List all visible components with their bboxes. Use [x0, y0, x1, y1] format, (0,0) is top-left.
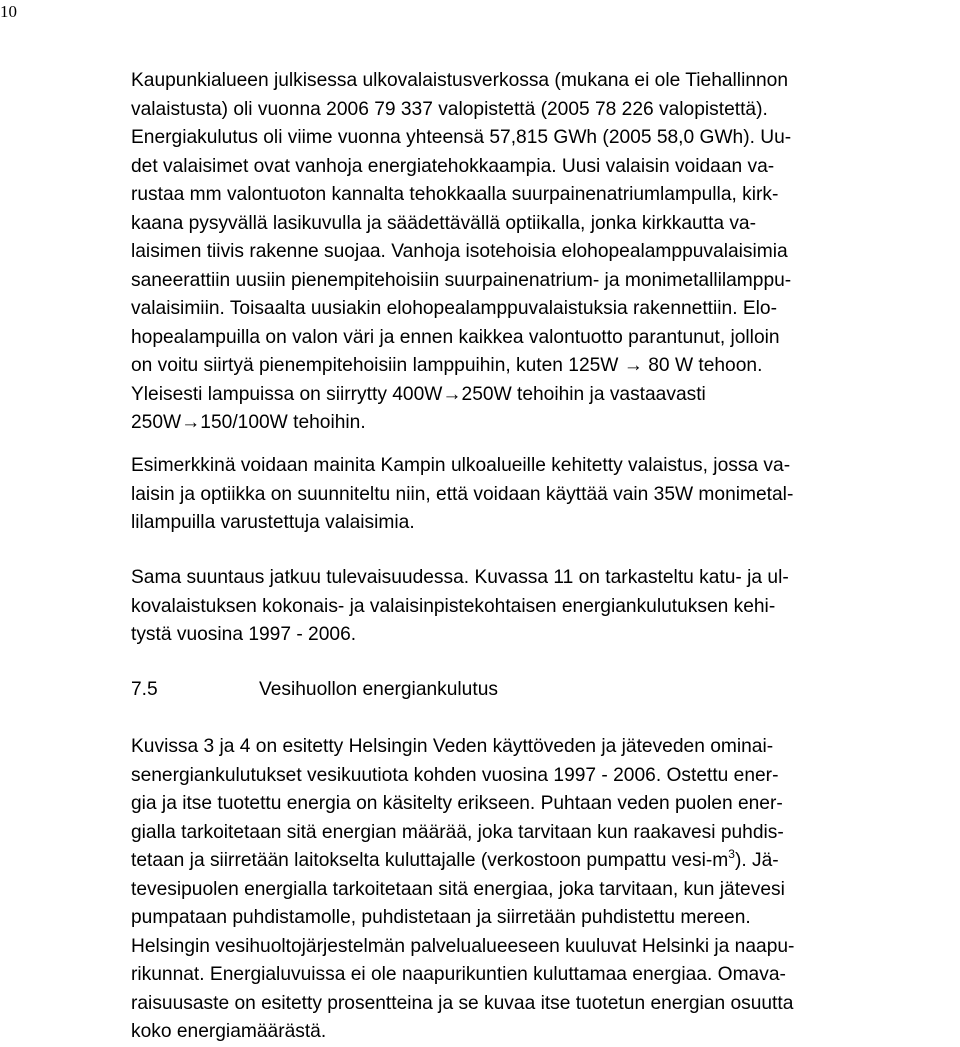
text-line: Energiakulutus oli viime vuonna yhteensä 57,815 GWh (2005 58,0 GWh). Uu-: [131, 127, 792, 148]
text-line: tevesipuolen energialla tarkoitetaan sitä energiaa, joka tarvitaan, kun jätevesi: [131, 878, 785, 900]
section-number: 7.5: [131, 679, 158, 700]
text-line: saneerattiin uusiin pienempitehoisiin suurpainenatrium- ja monimetallilamppu-: [131, 269, 792, 291]
text-line: tystä vuosina 1997 - 2006.: [131, 624, 357, 645]
text-line: Sama suuntaus jatkuu tulevaisuudessa. Kuvassa 11 on tarkasteltu katu- ja ul-: [131, 567, 789, 588]
text-line: kovalaistuksen kokonais- ja valaisinpistekohtaisen energiankulutuksen kehi-: [131, 595, 776, 617]
text-line: rikunnat. Energialuvuissa ei ole naapurikuntien kuluttamaa energiaa. Omava-: [131, 964, 786, 985]
text-line: on voitu siirtyä pienempitehoisiin lamppuihin, kuten 125W → 80 W tehoon.: [131, 355, 763, 376]
text-line-with-superscript: [131, 847, 794, 876]
text-line: Kuvissa 3 ja 4 on esitetty Helsingin Veden käyttöveden ja jäteveden ominai-: [131, 736, 774, 757]
text-line: lilampuilla varustettuja valaisimia.: [131, 512, 415, 533]
superscript: 3: [728, 846, 735, 861]
section-title: Vesihuollon energiankulutus: [259, 679, 498, 700]
text-line: Helsingin vesihuoltojärjestelmän palvelualueeseen kuuluvat Helsinki ja naapu-: [131, 935, 795, 957]
text-line: laisimen tiivis rakenne suojaa. Vanhoja isotehoisia elohopealamppuvalaisimia: [131, 241, 788, 262]
text-line: pumpataan puhdistamolle, puhdistetaan ja siirretään puhdistettu mereen.: [131, 907, 751, 928]
paragraph-street-lighting: [131, 67, 791, 438]
paragraph-kamppi-example: [131, 452, 793, 538]
paragraph-water-energy: [131, 733, 794, 1047]
text-line: raisuusaste on esitetty prosentteina ja se kuvaa itse tuotetun energian osuutta: [131, 992, 794, 1014]
text-line: gia ja itse tuotettu energia on käsitelty erikseen. Puhtaan veden puolen ener-: [131, 793, 783, 814]
text-line: Kaupunkialueen julkisessa ulkovalaistusverkossa (mukana ei ole Tiehallinnon: [131, 70, 789, 91]
text-line: valaistusta) oli vuonna 2006 79 337 valopistettä (2005 78 226 valopistettä).: [131, 98, 768, 120]
text-line: Esimerkkinä voidaan mainita Kampin ulkoalueille kehitetty valaistus, jossa va-: [131, 455, 791, 476]
text-line: senergiankulutukset vesikuutiota kohden vuosina 1997 - 2006. Ostettu ener-: [131, 764, 779, 786]
paragraph-future-trend: [131, 564, 789, 650]
text-line: kaana pysyvällä lasikuvulla ja säädettävällä optiikalla, jonka kirkkautta va-: [131, 212, 756, 234]
text-line: rustaa mm valontuoton kannalta tehokkaalla suurpainenatriumlampulla, kirk-: [131, 184, 779, 205]
section-heading: [131, 676, 498, 705]
text-line: gialla tarkoitetaan sitä energian määrää, joka tarvitaan kun raakavesi puhdis-: [131, 821, 784, 843]
text-line: valaisimiin. Toisaalta uusiakin elohopealamppuvalaistuksia rakennettiin. Elo-: [131, 298, 777, 319]
text-line: hopealampuilla on valon väri ja ennen kaikkea valontuotto parantunut, jolloin: [131, 326, 780, 348]
text-line: koko energiamäärästä.: [131, 1021, 327, 1042]
page-number: 10: [0, 2, 17, 21]
text-segment: ). Jä-: [734, 850, 779, 871]
text-line: det valaisimet ovat vanhoja energiatehokkaampia. Uusi valaisin voidaan va-: [131, 155, 775, 177]
text-line: 250W→150/100W tehoihin.: [131, 412, 366, 433]
text-line: Yleisesti lampuissa on siirrytty 400W→250W tehoihin ja vastaavasti: [131, 383, 706, 405]
text-segment: tetaan ja siirretään laitokselta kuluttajalle (verkostoon pumpattu vesi-m: [131, 850, 729, 871]
text-line: laisin ja optiikka on suunniteltu niin, että voidaan käyttää vain 35W monimetal-: [131, 483, 794, 505]
